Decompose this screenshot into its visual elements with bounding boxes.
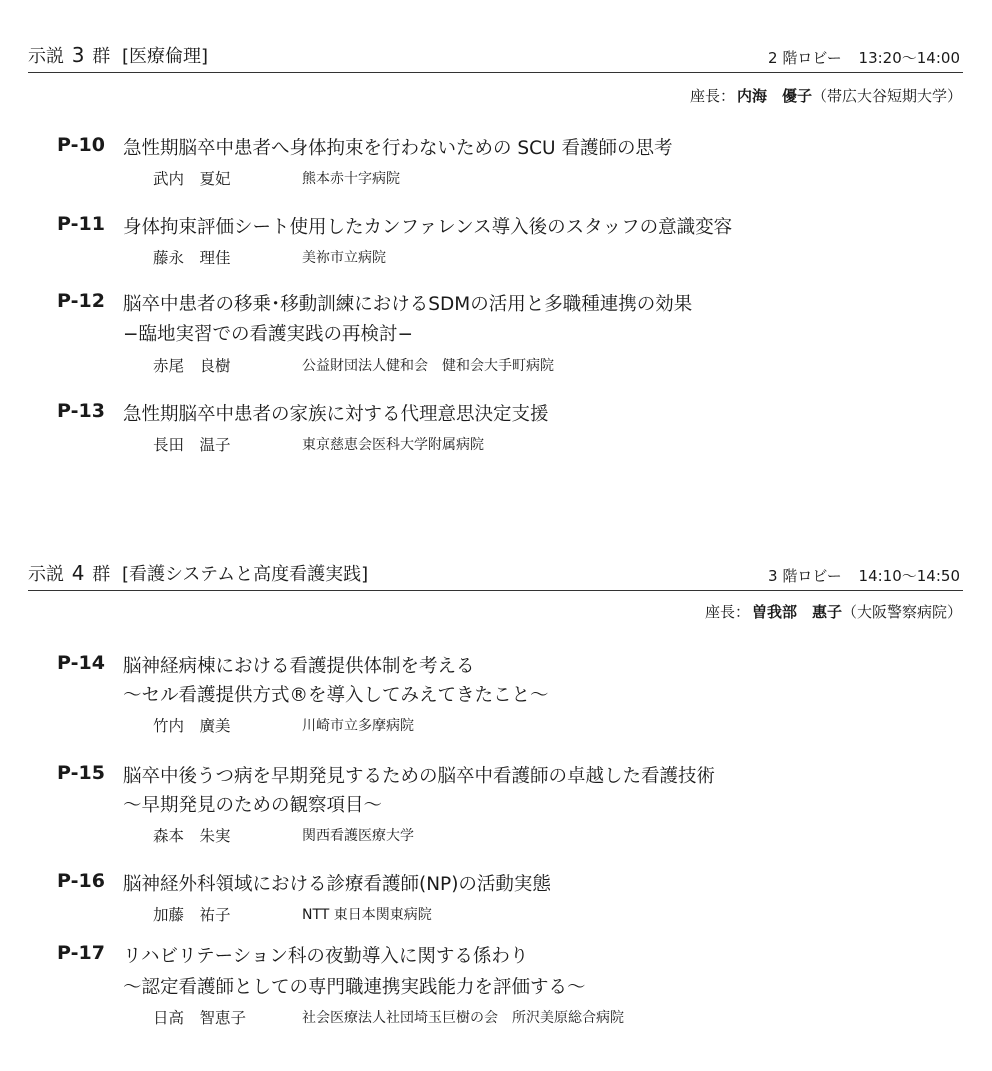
presenter-name: 竹内 廣美 [153, 717, 231, 735]
presentation-title: 急性期脳卒中患者へ身体拘束を行わないための SCU 看護師の思考 [123, 138, 673, 159]
presentation-title: 脳卒中後うつ病を早期発見するための脳卒中看護師の卓越した看護技術 [123, 766, 716, 787]
presenter-affiliation: NTT 東日本関東病院 [302, 907, 432, 923]
presenter-affiliation: 東京慈恵会医科大学附属病院 [302, 437, 484, 453]
session-header [28, 562, 963, 591]
session-schedule [768, 565, 960, 586]
presentation-id: P-12 [57, 290, 105, 312]
session-time: 14:10～14:50 [858, 567, 960, 585]
presentation-id: P-16 [57, 870, 105, 892]
session-location: 2 階ロビー [768, 49, 842, 67]
presentation-title: リハビリテーション科の夜勤導入に関する係わり [123, 946, 529, 967]
session-schedule [768, 47, 960, 68]
presenter-name: 日高 智恵子 [153, 1009, 247, 1027]
session-theme: [医療倫理] [121, 46, 208, 67]
presentation-title: 脳卒中患者の移乗･移動訓練におけるSDMの活用と多職種連携の効果 [123, 294, 693, 315]
presentation-subtitle: ～認定看護師としての専門職連携実践能力を評価する～ [123, 977, 586, 998]
session-suffix: 群 [92, 564, 111, 585]
presentation-title: 脳神経病棟における看護提供体制を考える [123, 656, 475, 677]
chair-affiliation: （帯広大谷短期大学） [811, 87, 962, 105]
chairperson [705, 601, 962, 622]
presentation-title: 脳神経外科領域における診療看護師(NP)の活動実態 [123, 874, 551, 895]
chairperson [690, 85, 962, 106]
session-label: 示説 [28, 46, 64, 67]
chair-label: 座長： [689, 87, 735, 105]
presenter-affiliation: 川崎市立多摩病院 [302, 718, 414, 734]
presenter-affiliation: 美祢市立病院 [302, 250, 386, 266]
session-number: 4 [71, 561, 85, 585]
session-title [28, 42, 208, 68]
session-title [28, 560, 368, 586]
presenter-name: 森本 朱実 [153, 827, 231, 845]
session-time: 13:20～14:00 [858, 49, 960, 67]
presenter-name: 長田 温子 [153, 436, 231, 454]
chair-affiliation: （大阪警察病院） [841, 603, 962, 621]
chair-name: 曽我部 惠子 [751, 603, 842, 621]
presenter-affiliation: 熊本赤十字病院 [302, 171, 400, 187]
session-theme: [看護システムと高度看護実践] [121, 564, 369, 585]
presentation-id: P-10 [57, 134, 105, 156]
presentation-title: 身体拘束評価シート使用したカンファレンス導入後のスタッフの意識変容 [123, 217, 733, 238]
presenter-name: 藤永 理佳 [153, 249, 231, 267]
presenter-affiliation: 公益財団法人健和会 健和会大手町病院 [302, 358, 554, 374]
presentation-id: P-15 [57, 762, 105, 784]
chair-label: 座長： [704, 603, 750, 621]
presenter-name: 赤尾 良樹 [153, 357, 231, 375]
session-location: 3 階ロビー [768, 567, 842, 585]
presenter-affiliation: 社会医療法人社団埼玉巨樹の会 所沢美原総合病院 [302, 1010, 624, 1026]
presentation-id: P-14 [57, 652, 105, 674]
presenter-affiliation: 関西看護医療大学 [302, 828, 414, 844]
session-label: 示説 [28, 564, 64, 585]
presentation-id: P-17 [57, 942, 105, 964]
session-suffix: 群 [92, 46, 111, 67]
session-number: 3 [71, 43, 85, 67]
presentation-subtitle: −臨地実習での看護実践の再検討− [123, 324, 414, 345]
presentation-title: 急性期脳卒中患者の家族に対する代理意思決定支援 [123, 404, 549, 425]
presentation-id: P-13 [57, 400, 105, 422]
presenter-name: 加藤 祐子 [153, 906, 231, 924]
chair-name: 内海 優子 [736, 87, 812, 105]
presentation-id: P-11 [57, 213, 105, 235]
session-header [28, 44, 963, 73]
presenter-name: 武内 夏妃 [153, 170, 231, 188]
presentation-subtitle: ～セル看護提供方式®を導入してみえてきたこと～ [123, 685, 549, 706]
presentation-subtitle: ～早期発見のための観察項目～ [123, 795, 383, 816]
